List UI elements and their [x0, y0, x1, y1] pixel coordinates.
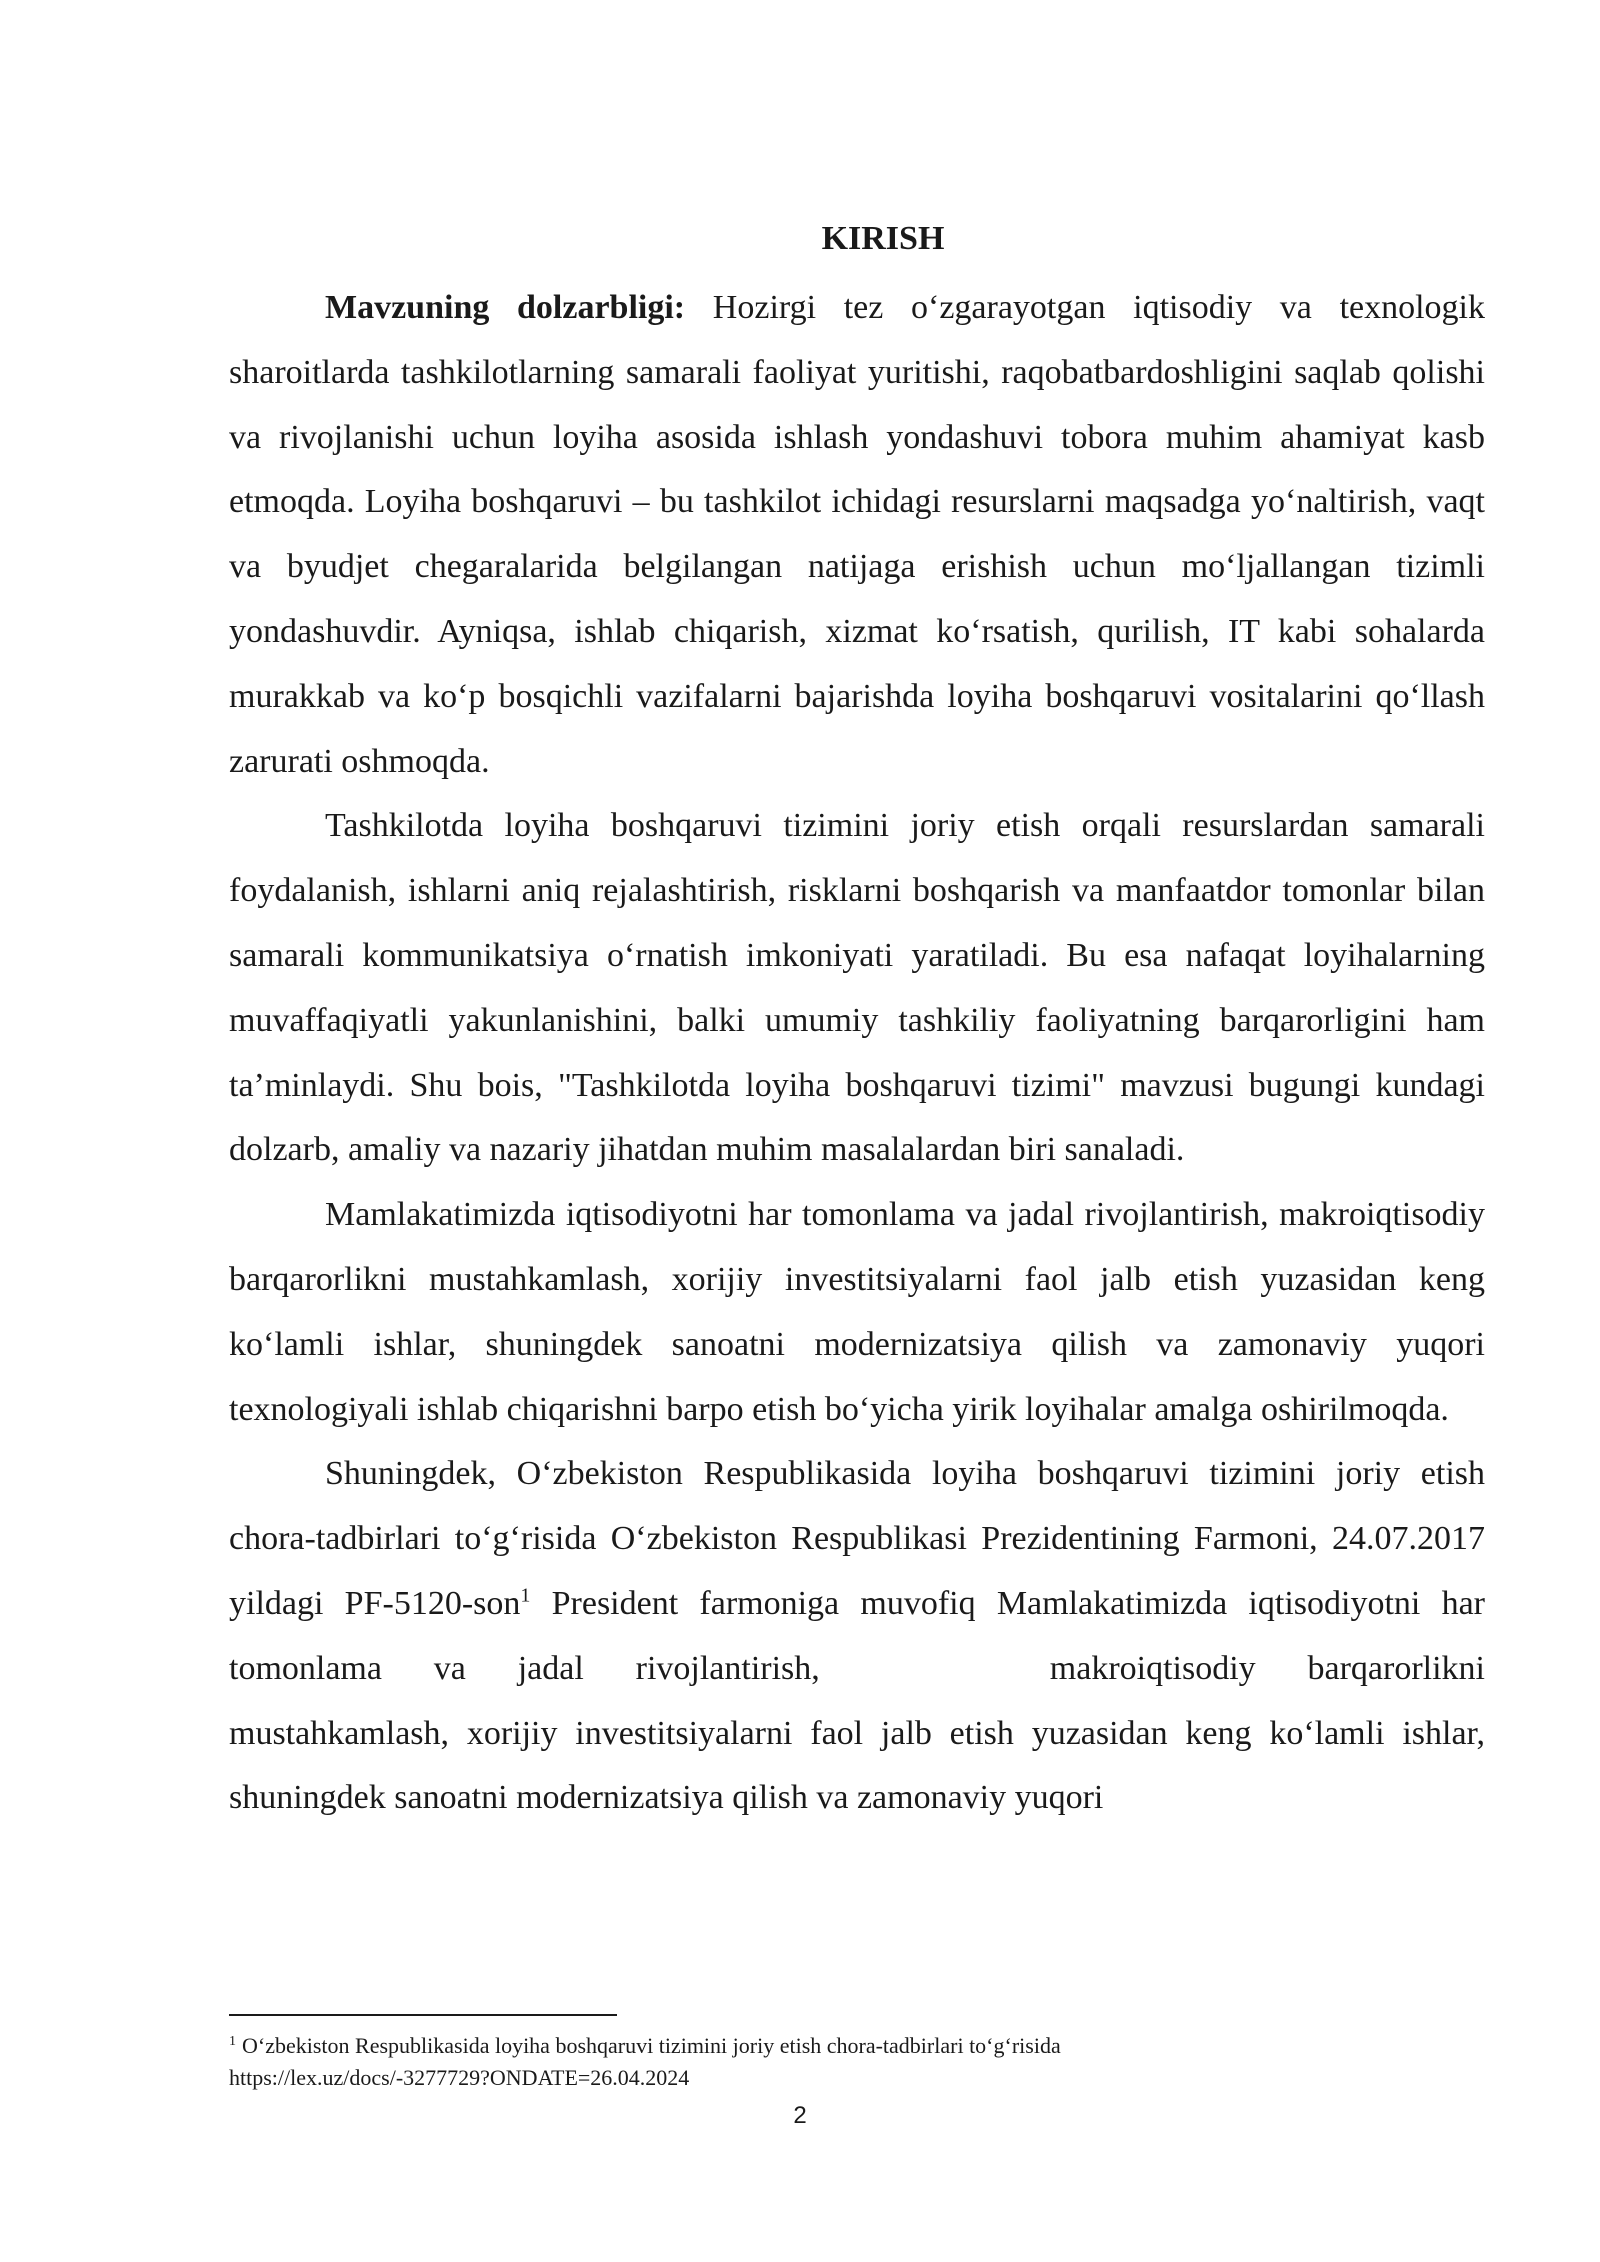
- page-number: 2: [793, 2102, 807, 2129]
- paragraph-relevance: [229, 276, 1485, 794]
- relevance-heading: Mavzuning dolzarbligi:: [325, 289, 686, 326]
- paragraph-relevance-text: Hozirgi tez o‘zgarayotgan iqtisodiy va texnologik sharoitlarda tashkilotlarning samarali faoliyat yuritishi, raqobatbardoshligini saqlab qolishi va rivojlanishi uchun loyiha asosida ishlash yondashuvi tobora muhim ahamiyat kasb etmoqda. Loyiha boshqaruvi – bu tashkilot ichidagi resurslarni maqsadga yo‘naltirish, vaqt va byudjet chegaralarida belgilangan natijaga erishish uchun mo‘ljallangan tizimli yondashuvdir. Ayniqsa, ishlab chiqarish, xizmat ko‘rsatish, qurilish, IT kabi sohalarda murakkab va ko‘p bosqichli vazifalarni bajarishda loyiha boshqaruvi vositalarini qo‘llash zarurati oshmoqda.: [229, 289, 1485, 780]
- decree-text-middle: President farmoniga muvofiq Mamlakatimizda iqtisodiyotni har tomonlama va jadal rivojlantirish,: [229, 1584, 1486, 1687]
- footnote-reference[interactable]: 1: [520, 1584, 531, 1607]
- paragraph-presidential-decree: [229, 1442, 1485, 1831]
- paragraph-national-economy: Mamlakatimizda iqtisodiyotni har tomonlama va jadal rivojlantirish, makroiqtisodiy barqarorlikni mustahkamlash, xorijiy investitsiyalarni faol jalb etish yuzasidan keng ko‘lamli ishlar, shuningdek sanoatni modernizatsiya qilish va zamonaviy yuqori texnologiyali ishlab chiqarishni barpo etish bo‘yicha yirik loyihalar amalga oshirilmoqda.: [229, 1196, 1485, 1428]
- decree-text-end: makroiqtisodiy barqarorlikni mustahkamlash, xorijiy investitsiyalarni faol jalb etish yuzasidan keng ko‘lamli ishlar, shuningdek sanoatni modernizatsiya qilish va zamonaviy yuqori: [229, 1649, 1485, 1817]
- page-title: KIRISH: [821, 220, 945, 257]
- footnote-text: O‘zbekiston Respublikasida loyiha boshqaruvi tizimini joriy etish chora-tadbirlari to‘g‘risida: [242, 2033, 1061, 2058]
- footnote: [229, 2030, 1485, 2094]
- document-body: [229, 212, 1485, 1831]
- footnote-line-1: [229, 2030, 1485, 2062]
- footnote-mark: 1: [229, 2033, 236, 2049]
- footnote-link[interactable]: https://lex.uz/docs/-3277729?ONDATE=26.04.2024: [229, 2065, 690, 2090]
- decree-text-start: Shuningdek, O‘zbekiston Respublikasida loyiha boshqaruvi tizimini joriy etish chora-tadbirlari to‘g‘risida O‘zbekiston Respublikasi Prezidentining Farmoni, 24.07.2017 yildagi PF-5120-son: [229, 1455, 1485, 1622]
- paragraph-implementation: Tashkilotda loyiha boshqaruvi tizimini joriy etish orqali resurslardan samarali foydalanish, ishlarni aniq rejalashtirish, risklarni boshqarish va manfaatdor tomonlar bilan samarali kommunikatsiya o‘rnatish imkoniyati yaratiladi. Bu esa nafaqat loyihalarning muvaffaqiyatli yakunlanishini, balki umumiy tashkiliy faoliyatning barqarorligini ham ta’minlaydi. Shu bois, "Tashkilotda loyiha boshqaruvi tizimi" mavzusi bugungi kundagi dolzarb, amaliy va nazariy jihatdan muhim masalalardan biri sanaladi.: [229, 807, 1485, 1169]
- footnote-separator: [229, 2014, 617, 2016]
